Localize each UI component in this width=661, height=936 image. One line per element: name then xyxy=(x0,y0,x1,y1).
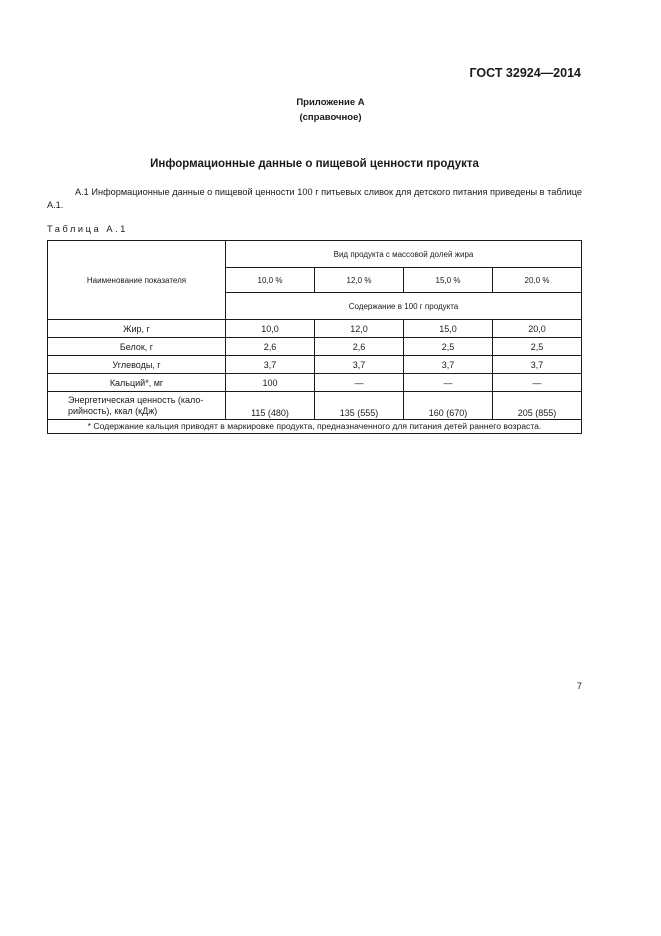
table-row xyxy=(48,374,582,392)
cell-value: 2,6 xyxy=(315,338,404,356)
table-row xyxy=(48,392,582,420)
cell-value: 3,7 xyxy=(493,356,582,374)
cell-value: 160 (670) xyxy=(404,392,493,420)
fat-level-header: 20,0 % xyxy=(493,268,582,293)
row-label xyxy=(48,392,226,420)
appendix-subtitle: (справочное) xyxy=(299,112,362,123)
cell-value: — xyxy=(493,374,582,392)
cell-value: 3,7 xyxy=(226,356,315,374)
cell-value: 2,5 xyxy=(404,338,493,356)
table-row xyxy=(48,320,582,338)
name-column-header: Наименование показателя xyxy=(48,241,226,320)
appendix-title: Приложение А xyxy=(296,97,365,108)
cell-value: — xyxy=(315,374,404,392)
product-type-header: Вид продукта с массовой долей жира xyxy=(226,241,582,268)
row-label: Белок, г xyxy=(48,338,226,356)
cell-value: 115 (480) xyxy=(226,392,315,420)
cell-value: 3,7 xyxy=(404,356,493,374)
cell-value: 2,5 xyxy=(493,338,582,356)
cell-value: 3,7 xyxy=(315,356,404,374)
row-label-line: Энергетическая ценность (кало- xyxy=(68,394,204,405)
content-header: Содержание в 100 г продукта xyxy=(226,293,582,320)
table-row xyxy=(48,338,582,356)
table-caption: Таблица А.1 xyxy=(47,224,128,234)
row-label: Жир, г xyxy=(48,320,226,338)
table-footnote: * Содержание кальция приводят в маркировке продукта, предназначенного для питания детей раннего возраста. xyxy=(48,420,582,434)
row-label: Углеводы, г xyxy=(48,356,226,374)
fat-level-header: 10,0 % xyxy=(226,268,315,293)
cell-value: 15,0 xyxy=(404,320,493,338)
cell-value: 135 (555) xyxy=(315,392,404,420)
appendix-heading xyxy=(0,95,661,125)
row-label: Кальций*, мг xyxy=(48,374,226,392)
cell-value: 100 xyxy=(226,374,315,392)
intro-paragraph: А.1 Информационные данные о пищевой ценности 100 г питьевых сливок для детского питания приведены в таблице А.1. xyxy=(47,187,582,210)
nutrition-table xyxy=(47,240,582,434)
table-row xyxy=(48,356,582,374)
section-title: Информационные данные о пищевой ценности продукта xyxy=(150,158,479,170)
footnote-row xyxy=(48,420,582,434)
cell-value: 12,0 xyxy=(315,320,404,338)
row-label-line: рийность), ккал (кДж) xyxy=(68,405,158,416)
cell-value: — xyxy=(404,374,493,392)
page-number: 7 xyxy=(576,681,582,692)
cell-value: 10,0 xyxy=(226,320,315,338)
fat-level-header: 15,0 % xyxy=(404,268,493,293)
cell-value: 2,6 xyxy=(226,338,315,356)
fat-level-header: 12,0 % xyxy=(315,268,404,293)
table-header-row-1 xyxy=(48,241,582,268)
standard-code: ГОСТ 32924—2014 xyxy=(469,66,581,80)
cell-value: 205 (855) xyxy=(493,392,582,420)
cell-value: 20,0 xyxy=(493,320,582,338)
